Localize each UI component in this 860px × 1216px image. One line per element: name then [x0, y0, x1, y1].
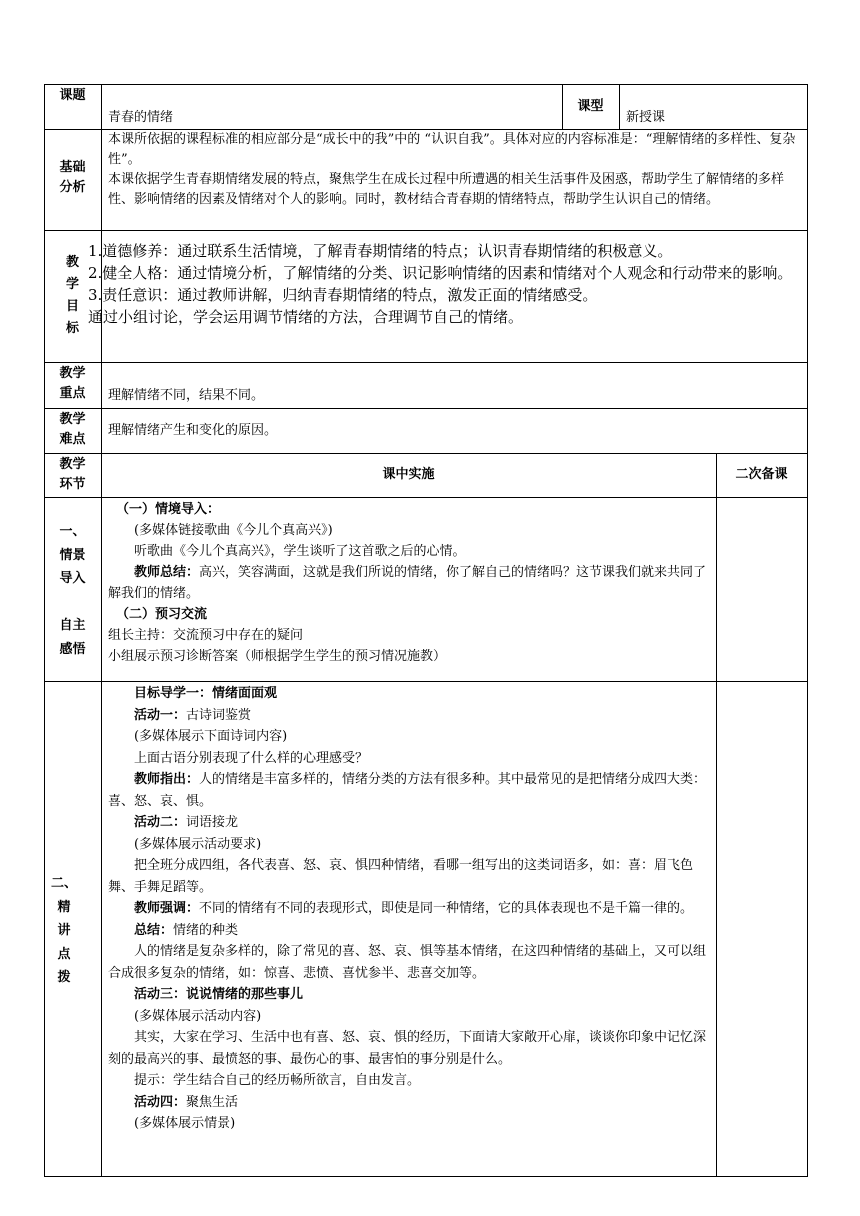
label-stage: 教学 环节 [59, 457, 86, 492]
subsection-title: （一）情境导入： [116, 502, 221, 517]
section-two-content: 目标导学一：情绪面面观 活动一：古诗词鉴赏 (多媒体展示下面诗词内容) 上面古语分别表现了什么样的心理感受？ 教师指出：人的情绪是丰富多样的，情绪分类的方法有很多种。其中最常见的是把情绪分成四大类：喜、怒、哀、惧。 活动二：词语接龙 (多媒体展示活动要求) 把全班分成四组，各代表喜、怒、哀、惧四种情绪，看哪一组写出的这类词语多，如：喜：眉飞色舞、手舞足蹈等。 教师强调：不同的情绪有不同的表现形式，即使是同一种情绪，它的具体表现也不是千篇一律的。 总结：情绪的种类 人的情绪是复杂多样的，除了常见的喜、怒、哀、惧等基本情绪，在这四种情绪的基础上，又可以组合成很多复杂的情绪，如：惊喜、悲愤、喜忧参半、悲喜交加等。 活动三：说说情绪的那些事儿 (多媒体展示活动内容) 其实，大家在学习、生活中也有喜、怒、哀、惧的经历，下面请大家敞开心扉，谈谈你印象中记忆深刻的最高兴的事、最愤怒的事、最伤心的事、最害怕的事分别是什么。 提示：学生结合自己的经历畅所欲言，自由发言。 活动四：聚焦生活 (多媒体展示情景) [108, 683, 711, 1135]
table-right-border [807, 84, 808, 1177]
row-divider [44, 408, 808, 409]
goals-text: 1.道德修养：通过联系生活情境，了解青春期情绪的特点；认识青春期情绪的积极意义。 2.健全人格：通过情境分析，了解情绪的分类、识记影响情绪的因素和情绪对个人观念和行动带来的影响。 3.责任意识：通过教师讲解，归纳青春期情绪的特点，激发正面的情绪感受。 通过小组讨论，学会运用调节情绪的方法，合理调节自己的情绪。 [88, 242, 793, 326]
topic-value: 青春的情绪 [108, 110, 174, 125]
table-bottom-border [44, 1176, 808, 1177]
goal-title: 目标导学一：情绪面面观 [134, 686, 278, 701]
row-divider [44, 681, 808, 682]
basis-text: 本课所依据的课程标准的相应部分是“成长中的我”中的 “认识自我”。具体对应的内容标准是：“理解情绪的多样性、复杂性”。 本课依据学生青春期情绪发展的特点，聚焦学生在成长过程中所遭遇的相关生活事件及困惑，帮助学生了解情绪的多样性、影响情绪的因素及情绪对个人的影响。同时，教材结合青春期的情绪特点，帮助学生认识自己的情绪。 [108, 132, 796, 207]
table-top-border [44, 84, 808, 85]
label-difficulty: 教学 难点 [59, 412, 86, 447]
column-header-revision: 二次备课 [735, 467, 788, 482]
row-divider [44, 230, 808, 231]
label-basis: 基础 分析 [59, 160, 86, 195]
difficulty-value: 理解情绪产生和变化的原因。 [108, 423, 278, 438]
label-goals: 教 学 目 标 [65, 255, 79, 336]
right-column-divider [716, 453, 717, 1177]
label-section-one: 一、 情景 导入 自主 感悟 [59, 524, 86, 657]
label-topic: 课题 [59, 88, 86, 103]
section-one-content: （一）情境导入： (多媒体链接歌曲《今儿个真高兴》) 听歌曲《今儿个真高兴》，学生谈听了这首歌之后的心情。 教师总结：高兴，笑容满面，这就是我们所说的情绪，你了解自己的情绪吗？这节课我们就来共同了解我们的情绪。 （二）预习交流 组长主持：交流预习中存在的疑问 小组展示预习诊断答案（师根据学生学生的预习情况施教） [108, 499, 711, 667]
subsection-title: （二）预习交流 [116, 607, 208, 622]
row-divider [44, 497, 808, 498]
label-section-two: 二、 精 讲 点 拨 [50, 876, 77, 985]
column-header-implementation: 课中实施 [382, 467, 435, 482]
title-type-divider [619, 84, 620, 130]
key-point-value: 理解情绪不同，结果不同。 [108, 388, 265, 403]
label-lesson-type: 课型 [577, 99, 604, 114]
label-key-point: 教学 重点 [59, 366, 86, 401]
row-divider [44, 453, 808, 454]
lesson-type-value: 新授课 [626, 110, 666, 125]
row-divider [44, 362, 808, 363]
